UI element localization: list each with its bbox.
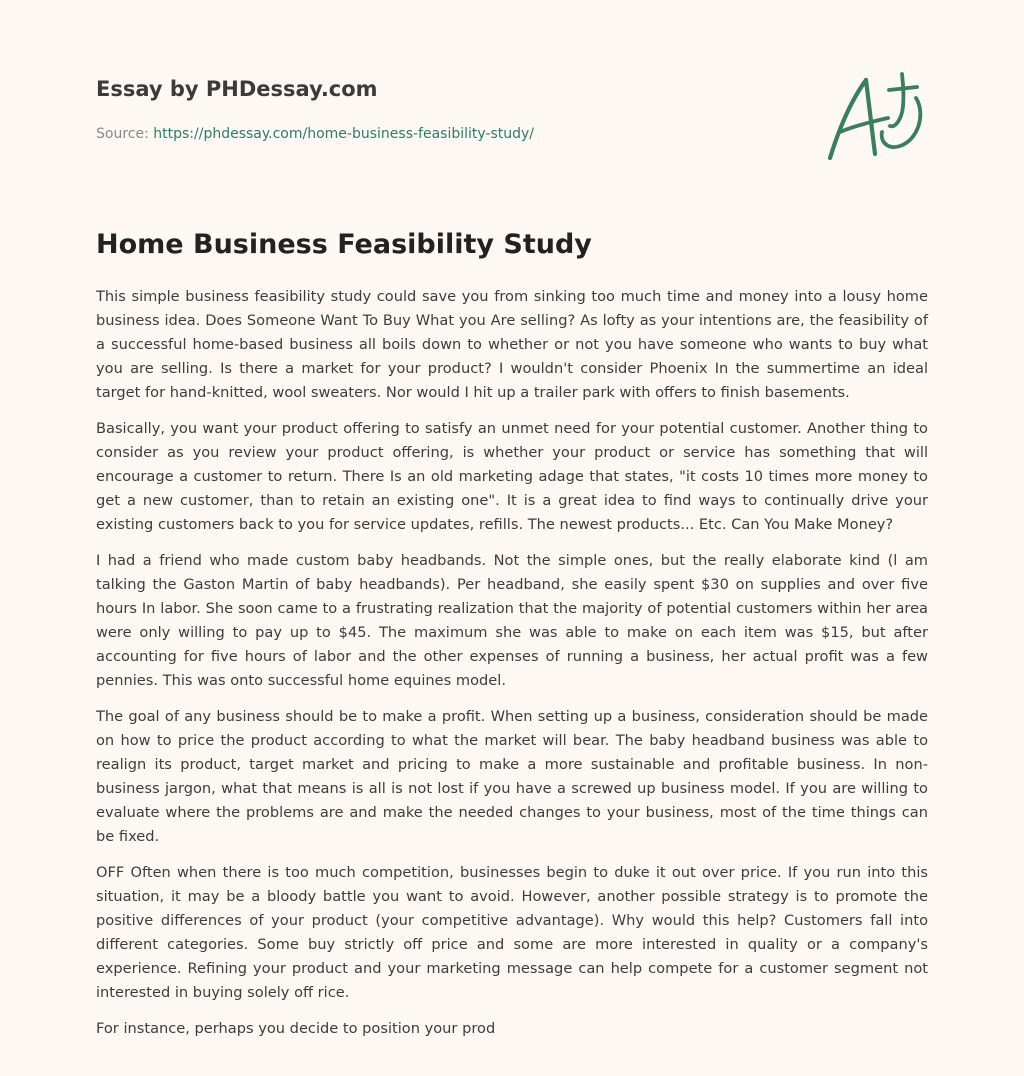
paragraph: For instance, perhaps you decide to position your prod xyxy=(96,1020,496,1037)
document-body xyxy=(96,285,928,1053)
paragraph: OFF Often when there is too much competition, businesses begin to duke it out over price. If you run into this situation, it may be a bloody battle you want to avoid. However, another possible strategy is to promote the positive differences of your product (your competitive advantage). Why would this help? Customers fall into different categories. Some buy strictly off price and some are more interested in quality or a company's experience. Refining your product and your marketing message can help compete for a customer segment not interested in buying solely off rice. xyxy=(96,864,928,1001)
source-label: Source: xyxy=(96,126,154,142)
source-link[interactable]: https://phdessay.com/home-business-feasibility-study/ xyxy=(153,126,535,142)
paragraph: This simple business feasibility study could save you from sinking too much time and money into a lousy home business idea. Does Someone Want To Buy What you Are selling? As lofty as your intentions are, the feasibility of a successful home-based business all boils down to whether or not you have someone who wants to buy what you are selling. Is there a market for your product? I wouldn't consider Phoenix In the summertime an ideal target for hand-knitted, wool sweaters. Nor would I hit up a trailer park with offers to finish basements. xyxy=(96,288,928,401)
paragraph: I had a friend who made custom baby headbands. Not the simple ones, but the really elaborate kind (l am talking the Gaston Martin of baby headbands). Per headband, she easily spent $30 on supplies and over five hours In labor. She soon came to a frustrating realization that the majority of potential customers within her area were only willing to pay up to $45. The maximum she was able to make on each item was $15, but after accounting for five hours of labor and the other expenses of running a business, her actual profit was a few pennies. This was onto successful home equines model. xyxy=(96,552,928,689)
a-plus-logo-icon xyxy=(822,66,928,166)
paragraph: Basically, you want your product offering to satisfy an unmet need for your potential customer. Another thing to consider as you review your product offering, is whether your product or service has something that will encourage a customer to return. There Is an old marketing adage that states, "it costs 10 times more money to get a new customer, than to retain an existing one". It is a great idea to find ways to continually drive your existing customers back to you for service updates, refills. The newest products... Etc. Can You Make Money? xyxy=(96,420,928,533)
source-line xyxy=(96,124,796,144)
site-title: Essay by PHDessay.com xyxy=(96,77,378,101)
page-header xyxy=(96,74,796,144)
paragraph: The goal of any business should be to make a profit. When setting up a business, consideration should be made on how to price the product according to what the market will bear. The baby headband business was able to realign its product, target market and pricing to make a more sustainable and profitable business. In non-business jargon, what that means is all is not lost if you have a screwed up business model. If you are willing to evaluate where the problems are and make the needed changes to your business, most of the time things can be fixed. xyxy=(96,708,928,845)
document-title: Home Business Feasibility Study xyxy=(96,229,592,260)
